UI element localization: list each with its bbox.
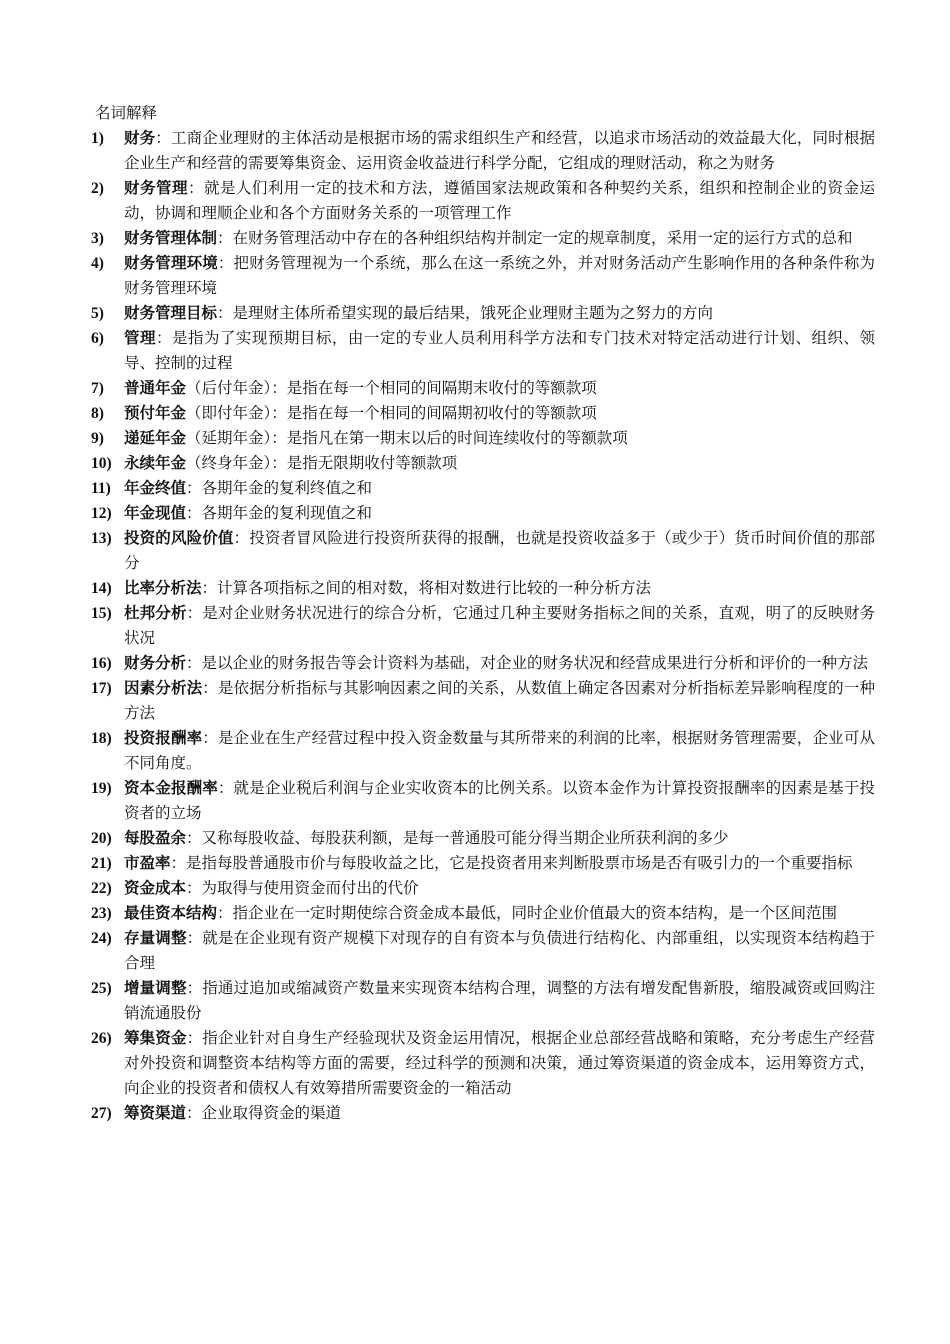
term-definition: （后付年金）：是指在每一个相同的间隔期末收付的等额款项 xyxy=(186,379,597,397)
term-name: 杜邦分析 xyxy=(124,604,187,622)
term-definition: ：就是企业税后利润与企业实收资本的比例关系。以资本金作为计算投资报酬率的因素是基于投资者的立场 xyxy=(124,779,875,822)
term-item xyxy=(91,1026,875,1101)
term-definition: ：是指为了实现预期目标，由一定的专业人员利用科学方法和专门技术对特定活动进行计划、组织、领导、控制的过程 xyxy=(124,329,875,372)
term-definition: ：各期年金的复利现值之和 xyxy=(186,504,373,522)
term-number: 6) xyxy=(91,330,104,347)
term-number: 15) xyxy=(91,605,112,622)
term-name: 财务分析 xyxy=(124,654,187,672)
term-item xyxy=(91,401,875,426)
term-number: 1) xyxy=(91,130,104,147)
term-definition: ：企业取得资金的渠道 xyxy=(186,1104,342,1122)
term-name: 每股盈余 xyxy=(124,829,187,847)
term-definition: ：为取得与使用资金而付出的代价 xyxy=(186,879,419,897)
term-name: 筹集资金 xyxy=(124,1029,187,1047)
term-definition: （延期年金）：是指凡在第一期末以后的时间连续收付的等额款项 xyxy=(186,429,628,447)
term-name: 年金终值 xyxy=(124,479,187,497)
term-item xyxy=(91,726,875,776)
term-definition: ：指通过追加或缩减资产数量来实现资本结构合理，调整的方法有增发配售新股，缩股减资或回购注销流通股份 xyxy=(124,979,875,1022)
term-number: 25) xyxy=(91,980,112,997)
term-number: 7) xyxy=(91,380,104,397)
term-definition: ：指企业针对自身生产经验现状及资金运用情况，根据企业总部经营战略和策略，充分考虑生产经营对外投资和调整资本结构等方面的需要，经过科学的预测和决策，通过筹资渠道的资金成本，运用筹资方式，向企业的投资者和债权人有效筹措所需要资金的一箱活动 xyxy=(124,1029,875,1097)
term-item xyxy=(91,676,875,726)
term-name: 普通年金 xyxy=(124,379,187,397)
term-number: 3) xyxy=(91,230,104,247)
term-name: 递延年金 xyxy=(124,429,187,447)
term-definition: ：是依据分析指标与其影响因素之间的关系，从数值上确定各因素对分析指标差异影响程度的一种方法 xyxy=(124,679,875,722)
term-number: 10) xyxy=(91,455,112,472)
term-name: 比率分析法 xyxy=(124,579,202,597)
term-name: 财务管理目标 xyxy=(124,304,218,322)
term-definition: ：是企业在生产经营过程中投入资金数量与其所带来的利润的比率，根据财务管理需要，企业可从不同角度。 xyxy=(124,729,875,772)
term-number: 23) xyxy=(91,905,112,922)
term-number: 11) xyxy=(91,480,111,497)
term-name: 财务管理体制 xyxy=(124,229,218,247)
term-name: 市盈率 xyxy=(124,854,171,872)
term-name: 财务管理 xyxy=(124,179,188,197)
term-item xyxy=(91,1101,875,1126)
term-definition: ：是对企业财务状况进行的综合分析，它通过几种主要财务指标之间的关系，直观，明了的反映财务状况 xyxy=(124,604,875,647)
term-number: 4) xyxy=(91,255,104,272)
term-name: 存量调整 xyxy=(124,929,187,947)
term-number: 16) xyxy=(91,655,112,672)
term-name: 因素分析法 xyxy=(124,679,203,697)
term-definition: ：指企业在一定时期使综合资金成本最低，同时企业价值最大的资本结构，是一个区间范围 xyxy=(217,904,838,922)
term-item xyxy=(91,926,875,976)
term-name: 资金成本 xyxy=(124,879,187,897)
term-name: 永续年金 xyxy=(124,454,187,472)
term-item xyxy=(91,251,875,301)
term-item xyxy=(91,526,875,576)
term-definition: ：是以企业的财务报告等会计资料为基础，对企业的财务状况和经营成果进行分析和评价的一种方法 xyxy=(186,654,869,672)
term-item xyxy=(91,226,875,251)
term-number: 5) xyxy=(91,305,104,322)
term-number: 17) xyxy=(91,680,112,697)
term-item xyxy=(91,426,875,451)
term-definition: ：投资者冒风险进行投资所获得的报酬，也就是投资收益多于（或少于）货币时间价值的那部分 xyxy=(124,529,875,572)
term-item xyxy=(91,326,875,376)
term-item xyxy=(91,601,875,651)
term-item xyxy=(91,301,875,326)
term-number: 20) xyxy=(91,830,112,847)
term-number: 8) xyxy=(91,405,104,422)
term-name: 资本金报酬率 xyxy=(124,779,218,797)
term-item xyxy=(91,851,875,876)
term-definition: ：是指每股普通股市价与每股收益之比，它是投资者用来判断股票市场是否有吸引力的一个重要指标 xyxy=(170,854,853,872)
term-item xyxy=(91,576,875,601)
term-item xyxy=(91,126,875,176)
term-number: 21) xyxy=(91,855,112,872)
term-name: 筹资渠道 xyxy=(124,1104,187,1122)
term-definition: ：就是在企业现有资产规模下对现存的自有资本与负债进行结构化、内部重组，以实现资本结构趋于合理 xyxy=(124,929,875,972)
term-definition: ：把财务管理视为一个系统，那么在这一系统之外，并对财务活动产生影响作用的各种条件称为财务管理环境 xyxy=(124,254,875,297)
term-definition: ：是理财主体所希望实现的最后结果，饿死企业理财主题为之努力的方向 xyxy=(217,304,714,322)
term-item xyxy=(91,826,875,851)
term-name: 年金现值 xyxy=(124,504,187,522)
term-number: 18) xyxy=(91,730,112,747)
term-definition: （即付年金）：是指在每一个相同的间隔期初收付的等额款项 xyxy=(186,404,597,422)
term-name: 最佳资本结构 xyxy=(124,904,218,922)
term-number: 26) xyxy=(91,1030,112,1047)
document-page xyxy=(91,101,875,1126)
term-item xyxy=(91,901,875,926)
term-number: 12) xyxy=(91,505,112,522)
term-definition: ：工商企业理财的主体活动是根据市场的需求组织生产和经营，以追求市场活动的效益最大化，同时根据企业生产和经营的需要筹集资金、运用资金收益进行科学分配，它组成的理财活动，称之为财务 xyxy=(124,129,875,172)
term-definition: ：就是人们利用一定的技术和方法，遵循国家法规政策和各种契约关系，组织和控制企业的资金运动，协调和理顺企业和各个方面财务关系的一项管理工作 xyxy=(124,179,875,222)
term-name: 预付年金 xyxy=(124,404,187,422)
term-number: 27) xyxy=(91,1105,112,1122)
term-number: 24) xyxy=(91,930,112,947)
term-item xyxy=(91,376,875,401)
term-item xyxy=(91,176,875,226)
term-name: 管理 xyxy=(124,329,156,347)
term-item xyxy=(91,476,875,501)
term-definition: （终身年金）：是指无限期收付等额款项 xyxy=(186,454,458,472)
term-item xyxy=(91,876,875,901)
term-name: 投资的风险价值 xyxy=(124,529,234,547)
term-name: 财务 xyxy=(124,129,156,147)
term-definition: ：计算各项指标之间的相对数，将相对数进行比较的一种分析方法 xyxy=(201,579,652,597)
term-name: 投资报酬率 xyxy=(124,729,203,747)
term-number: 9) xyxy=(91,430,104,447)
term-name: 财务管理环境 xyxy=(124,254,218,272)
document-heading: 名词解释 xyxy=(95,104,158,122)
term-number: 19) xyxy=(91,780,112,797)
term-item xyxy=(91,451,875,476)
term-list xyxy=(91,126,875,1126)
term-number: 14) xyxy=(91,580,112,597)
term-item xyxy=(91,776,875,826)
term-definition: ：又称每股收益、每股获利额，是每一普通股可能分得当期企业所获利润的多少 xyxy=(186,829,729,847)
term-item xyxy=(91,651,875,676)
term-number: 13) xyxy=(91,530,112,547)
term-definition: ：在财务管理活动中存在的各种组织结构并制定一定的规章制度，采用一定的运行方式的总和 xyxy=(217,229,853,247)
term-number: 2) xyxy=(91,180,104,197)
term-item xyxy=(91,976,875,1026)
term-item xyxy=(91,501,875,526)
term-definition: ：各期年金的复利终值之和 xyxy=(186,479,373,497)
term-number: 22) xyxy=(91,880,112,897)
term-name: 增量调整 xyxy=(124,979,187,997)
